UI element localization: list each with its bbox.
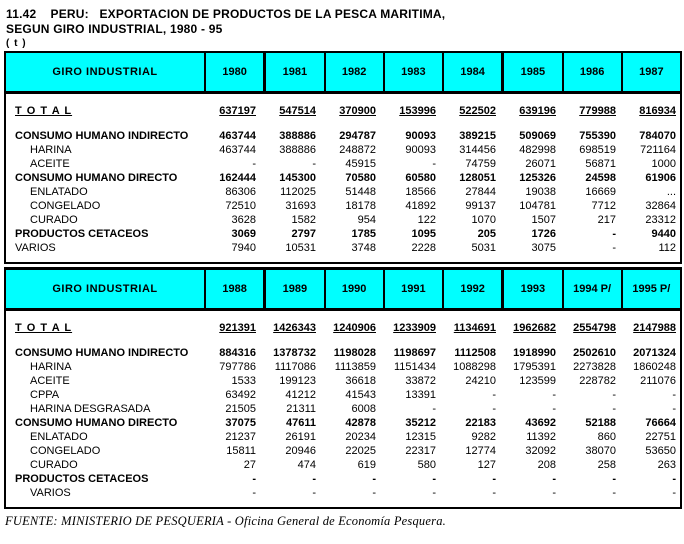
cell-value: 482998 bbox=[519, 144, 556, 156]
cell-value: 45915 bbox=[345, 158, 376, 170]
cell-value: 698519 bbox=[579, 144, 616, 156]
cell-value: 1533 bbox=[231, 375, 256, 387]
cell-value: 26071 bbox=[525, 158, 556, 170]
cell-value: 547514 bbox=[279, 105, 316, 117]
cell-value: - bbox=[552, 487, 556, 499]
table-header-row bbox=[6, 53, 680, 94]
cell-value: 884316 bbox=[219, 347, 256, 359]
cell-value: - bbox=[432, 487, 436, 499]
cell-value: - bbox=[672, 389, 676, 401]
row-label: CPPA bbox=[30, 389, 60, 401]
col-header-year-1986: 1986 bbox=[562, 53, 621, 91]
col-header-year-1992: 1992 bbox=[442, 270, 501, 308]
table-row bbox=[6, 346, 680, 360]
cell-value: 2273828 bbox=[573, 361, 616, 373]
table-exports-1980-1987 bbox=[4, 51, 682, 264]
col-header-giro-industrial: GIRO INDUSTRIAL bbox=[52, 66, 158, 78]
cell-value: 122 bbox=[417, 214, 436, 226]
spacer-row bbox=[6, 500, 680, 507]
cell-value: 637197 bbox=[219, 105, 256, 117]
row-label: VARIOS bbox=[30, 487, 71, 499]
cell-value: 2502610 bbox=[573, 347, 616, 359]
cell-value: ... bbox=[666, 186, 676, 198]
row-label: HARINA DESGRASADA bbox=[30, 403, 151, 415]
col-header-year-1994-p/: 1994 P/ bbox=[562, 270, 621, 308]
col-header-year-1985: 1985 bbox=[501, 53, 561, 91]
cell-value: 72510 bbox=[225, 200, 256, 212]
cell-value: 12315 bbox=[405, 431, 436, 443]
col-header-giro-industrial: GIRO INDUSTRIAL bbox=[52, 283, 158, 295]
cell-value: 1117086 bbox=[274, 361, 316, 373]
cell-value: 3069 bbox=[231, 228, 256, 240]
cell-value: - bbox=[612, 242, 616, 254]
cell-value: 248872 bbox=[339, 144, 376, 156]
cell-value: 1426343 bbox=[273, 322, 316, 334]
cell-value: 18178 bbox=[345, 200, 376, 212]
cell-value: 47611 bbox=[286, 417, 316, 429]
cell-value: 474 bbox=[297, 459, 316, 471]
cell-value: - bbox=[672, 403, 676, 415]
table-row bbox=[6, 157, 680, 171]
cell-value: 20946 bbox=[285, 445, 316, 457]
cell-value: 2071324 bbox=[633, 347, 676, 359]
cell-value: 294787 bbox=[339, 130, 376, 142]
cell-value: 755390 bbox=[579, 130, 616, 142]
cell-value: 9440 bbox=[651, 228, 676, 240]
cell-value: - bbox=[252, 473, 256, 485]
source-note: FUENTE: MINISTERIO DE PESQUERIA - Oficina General de Economía Pesquera. bbox=[5, 514, 446, 528]
table-row bbox=[6, 104, 680, 119]
row-label: T O T A L bbox=[15, 322, 73, 334]
row-label: ACEITE bbox=[30, 375, 70, 387]
cell-value: - bbox=[612, 473, 616, 485]
row-label: CONSUMO HUMANO DIRECTO bbox=[15, 172, 178, 184]
cell-value: 23312 bbox=[645, 214, 676, 226]
cell-value: 90093 bbox=[405, 130, 436, 142]
cell-value: 388886 bbox=[279, 144, 316, 156]
table-row bbox=[6, 416, 680, 430]
cell-value: 1151434 bbox=[393, 361, 436, 373]
cell-value: 1860248 bbox=[633, 361, 676, 373]
cell-value: 860 bbox=[597, 431, 616, 443]
cell-value: - bbox=[612, 389, 616, 401]
table-row bbox=[6, 388, 680, 402]
cell-value: - bbox=[312, 158, 316, 170]
cell-value: 13391 bbox=[405, 389, 436, 401]
table-row bbox=[6, 129, 680, 143]
unit-label: ( t ) bbox=[6, 38, 27, 49]
cell-value: 32092 bbox=[525, 445, 556, 457]
cell-value: 2228 bbox=[411, 242, 436, 254]
cell-value: 22751 bbox=[645, 431, 676, 443]
cell-value: 60580 bbox=[405, 172, 436, 184]
cell-value: - bbox=[432, 473, 436, 485]
cell-value: 2147988 bbox=[633, 322, 676, 334]
cell-value: - bbox=[612, 487, 616, 499]
cell-value: 162444 bbox=[219, 172, 256, 184]
cell-value: 31693 bbox=[285, 200, 316, 212]
row-label: PRODUCTOS CETACEOS bbox=[15, 473, 149, 485]
cell-value: - bbox=[672, 473, 676, 485]
cell-value: 27 bbox=[243, 459, 256, 471]
cell-value: - bbox=[252, 487, 256, 499]
cell-value: 112025 bbox=[280, 186, 316, 198]
cell-value: 1198028 bbox=[333, 347, 376, 359]
cell-value: 1582 bbox=[291, 214, 316, 226]
cell-value: - bbox=[432, 403, 436, 415]
cell-value: 463744 bbox=[219, 144, 256, 156]
cell-value: 9282 bbox=[471, 431, 496, 443]
cell-value: 36618 bbox=[345, 375, 376, 387]
row-label: CONGELADO bbox=[30, 200, 101, 212]
cell-value: 61906 bbox=[645, 172, 676, 184]
cell-value: 145300 bbox=[279, 172, 316, 184]
cell-value: 21311 bbox=[286, 403, 316, 415]
cell-value: 37075 bbox=[225, 417, 256, 429]
cell-value: 370900 bbox=[339, 105, 376, 117]
cell-value: 388886 bbox=[279, 130, 316, 142]
cell-value: 26191 bbox=[285, 431, 316, 443]
cell-value: 15811 bbox=[226, 445, 256, 457]
cell-value: 1113859 bbox=[334, 361, 376, 373]
cell-value: - bbox=[552, 389, 556, 401]
spacer-row bbox=[6, 119, 680, 129]
table-row bbox=[6, 185, 680, 199]
cell-value: 1962682 bbox=[513, 322, 556, 334]
cell-value: 1795391 bbox=[513, 361, 556, 373]
cell-value: 619 bbox=[357, 459, 376, 471]
row-label: T O T A L bbox=[15, 105, 73, 117]
cell-value: 22183 bbox=[465, 417, 496, 429]
row-label: PRODUCTOS CETACEOS bbox=[15, 228, 149, 240]
cell-value: 784070 bbox=[639, 130, 676, 142]
table-exports-1988-1995 bbox=[4, 267, 682, 509]
cell-value: - bbox=[552, 473, 556, 485]
cell-value: 33872 bbox=[405, 375, 436, 387]
cell-value: 90093 bbox=[405, 144, 436, 156]
spacer-row bbox=[6, 94, 680, 104]
cell-value: 16669 bbox=[585, 186, 616, 198]
cell-value: 522502 bbox=[459, 105, 496, 117]
col-header-year-1980: 1980 bbox=[204, 53, 263, 91]
cell-value: 779988 bbox=[579, 105, 616, 117]
cell-value: - bbox=[432, 158, 436, 170]
row-label: HARINA bbox=[30, 144, 72, 156]
cell-value: 1785 bbox=[351, 228, 376, 240]
cell-value: 1112508 bbox=[454, 347, 496, 359]
cell-value: 22025 bbox=[345, 445, 376, 457]
cell-value: 1088298 bbox=[453, 361, 496, 373]
cell-value: 86306 bbox=[225, 186, 256, 198]
cell-value: 211076 bbox=[640, 375, 676, 387]
cell-value: 11392 bbox=[526, 431, 556, 443]
spacer-row bbox=[6, 311, 680, 321]
cell-value: 104781 bbox=[519, 200, 556, 212]
row-label: CURADO bbox=[30, 459, 78, 471]
table-row bbox=[6, 227, 680, 241]
cell-value: 797786 bbox=[219, 361, 256, 373]
row-label: CONSUMO HUMANO DIRECTO bbox=[15, 417, 178, 429]
table-row bbox=[6, 199, 680, 213]
cell-value: 42878 bbox=[345, 417, 376, 429]
cell-value: 24598 bbox=[585, 172, 616, 184]
cell-value: 38070 bbox=[585, 445, 616, 457]
cell-value: 41892 bbox=[405, 200, 436, 212]
cell-value: 509069 bbox=[519, 130, 556, 142]
table-row bbox=[6, 486, 680, 500]
table-row bbox=[6, 402, 680, 416]
col-header-year-1982: 1982 bbox=[324, 53, 383, 91]
cell-value: 127 bbox=[477, 459, 496, 471]
cell-value: 1134691 bbox=[453, 322, 496, 334]
table-row bbox=[6, 213, 680, 227]
cell-value: - bbox=[492, 487, 496, 499]
col-header-year-1995-p/: 1995 P/ bbox=[621, 270, 680, 308]
cell-value: 27844 bbox=[465, 186, 496, 198]
cell-value: 1507 bbox=[531, 214, 556, 226]
cell-value: 205 bbox=[477, 228, 496, 240]
cell-value: 21505 bbox=[225, 403, 256, 415]
cell-value: 128051 bbox=[459, 172, 496, 184]
row-label: CONSUMO HUMANO INDIRECTO bbox=[15, 347, 189, 359]
col-header-year-1990: 1990 bbox=[324, 270, 383, 308]
cell-value: 10531 bbox=[285, 242, 316, 254]
cell-value: 1918990 bbox=[513, 347, 556, 359]
cell-value: 208 bbox=[537, 459, 556, 471]
cell-value: 70580 bbox=[345, 172, 376, 184]
cell-value: 1240906 bbox=[333, 322, 376, 334]
cell-value: 22317 bbox=[405, 445, 436, 457]
cell-value: 19038 bbox=[525, 186, 556, 198]
cell-value: 1726 bbox=[531, 228, 556, 240]
cell-value: 74759 bbox=[465, 158, 496, 170]
table-row bbox=[6, 430, 680, 444]
page-title-line1: 11.42 PERU: EXPORTACION DE PRODUCTOS DE LA PESCA MARITIMA, bbox=[6, 7, 446, 21]
cell-value: 35212 bbox=[405, 417, 436, 429]
cell-value: 580 bbox=[417, 459, 436, 471]
cell-value: 639196 bbox=[519, 105, 556, 117]
cell-value: 1233909 bbox=[393, 322, 436, 334]
table-row bbox=[6, 458, 680, 472]
page-title-line2: SEGUN GIRO INDUSTRIAL, 1980 - 95 bbox=[6, 22, 223, 36]
cell-value: 258 bbox=[597, 459, 616, 471]
cell-value: 7712 bbox=[591, 200, 616, 212]
table-body bbox=[6, 311, 680, 507]
col-header-year-1981: 1981 bbox=[263, 53, 323, 91]
spacer-row bbox=[6, 336, 680, 346]
cell-value: 43692 bbox=[525, 417, 556, 429]
row-label: CONGELADO bbox=[30, 445, 101, 457]
cell-value: 125326 bbox=[519, 172, 556, 184]
cell-value: 153996 bbox=[399, 105, 436, 117]
cell-value: 721164 bbox=[640, 144, 676, 156]
cell-value: - bbox=[612, 403, 616, 415]
title-block bbox=[0, 0, 684, 50]
cell-value: - bbox=[492, 473, 496, 485]
row-label: CURADO bbox=[30, 214, 78, 226]
cell-value: 1378732 bbox=[273, 347, 316, 359]
cell-value: 52188 bbox=[585, 417, 616, 429]
spacer-row bbox=[6, 255, 680, 262]
cell-value: 463744 bbox=[219, 130, 256, 142]
cell-value: - bbox=[312, 473, 316, 485]
cell-value: 63492 bbox=[225, 389, 256, 401]
cell-value: - bbox=[492, 403, 496, 415]
table-row bbox=[6, 241, 680, 255]
cell-value: 53650 bbox=[645, 445, 676, 457]
cell-value: 21237 bbox=[225, 431, 256, 443]
cell-value: 228782 bbox=[579, 375, 616, 387]
cell-value: 2554798 bbox=[573, 322, 616, 334]
cell-value: 314456 bbox=[459, 144, 496, 156]
cell-value: - bbox=[552, 403, 556, 415]
cell-value: 6008 bbox=[351, 403, 376, 415]
table-row bbox=[6, 360, 680, 374]
cell-value: 217 bbox=[597, 214, 616, 226]
row-label: CONSUMO HUMANO INDIRECTO bbox=[15, 130, 189, 142]
cell-value: 921391 bbox=[219, 322, 256, 334]
col-header-year-1988: 1988 bbox=[204, 270, 263, 308]
cell-value: - bbox=[492, 389, 496, 401]
cell-value: 1095 bbox=[411, 228, 436, 240]
table-row bbox=[6, 444, 680, 458]
table-body bbox=[6, 94, 680, 262]
table-row bbox=[6, 374, 680, 388]
cell-value: 7940 bbox=[231, 242, 256, 254]
cell-value: 3075 bbox=[531, 242, 556, 254]
row-label: ACEITE bbox=[30, 158, 70, 170]
cell-value: 18566 bbox=[405, 186, 436, 198]
table-row bbox=[6, 472, 680, 486]
col-header-year-1991: 1991 bbox=[383, 270, 442, 308]
cell-value: 3748 bbox=[351, 242, 376, 254]
col-header-year-1984: 1984 bbox=[442, 53, 501, 91]
row-label: ENLATADO bbox=[30, 431, 88, 443]
table-row bbox=[6, 143, 680, 157]
table-row bbox=[6, 321, 680, 336]
cell-value: 1070 bbox=[471, 214, 496, 226]
cell-value: 99137 bbox=[465, 200, 496, 212]
tables-container bbox=[0, 51, 684, 509]
row-label: HARINA bbox=[30, 361, 72, 373]
table-header-row bbox=[6, 270, 680, 311]
table-row bbox=[6, 171, 680, 185]
cell-value: - bbox=[672, 487, 676, 499]
cell-value: - bbox=[612, 228, 616, 240]
cell-value: - bbox=[372, 473, 376, 485]
cell-value: 56871 bbox=[585, 158, 616, 170]
cell-value: - bbox=[252, 158, 256, 170]
cell-value: 76664 bbox=[645, 417, 676, 429]
cell-value: 41543 bbox=[345, 389, 376, 401]
cell-value: 41212 bbox=[285, 389, 316, 401]
cell-value: 3628 bbox=[231, 214, 256, 226]
cell-value: 5031 bbox=[471, 242, 496, 254]
cell-value: 1198697 bbox=[393, 347, 436, 359]
cell-value: 24210 bbox=[465, 375, 496, 387]
cell-value: 199123 bbox=[279, 375, 316, 387]
cell-value: - bbox=[372, 487, 376, 499]
cell-value: 20234 bbox=[345, 431, 376, 443]
col-header-year-1993: 1993 bbox=[501, 270, 561, 308]
cell-value: 123599 bbox=[519, 375, 556, 387]
cell-value: 1000 bbox=[651, 158, 676, 170]
row-label: VARIOS bbox=[15, 242, 56, 254]
cell-value: - bbox=[312, 487, 316, 499]
cell-value: 32864 bbox=[645, 200, 676, 212]
col-header-year-1983: 1983 bbox=[383, 53, 442, 91]
cell-value: 12774 bbox=[465, 445, 496, 457]
cell-value: 816934 bbox=[639, 105, 676, 117]
cell-value: 389215 bbox=[459, 130, 496, 142]
cell-value: 51448 bbox=[345, 186, 376, 198]
col-header-year-1989: 1989 bbox=[263, 270, 323, 308]
col-header-year-1987: 1987 bbox=[621, 53, 680, 91]
cell-value: 112 bbox=[658, 242, 676, 254]
row-label: ENLATADO bbox=[30, 186, 88, 198]
cell-value: 2797 bbox=[291, 228, 316, 240]
cell-value: 954 bbox=[357, 214, 376, 226]
cell-value: 263 bbox=[657, 459, 676, 471]
